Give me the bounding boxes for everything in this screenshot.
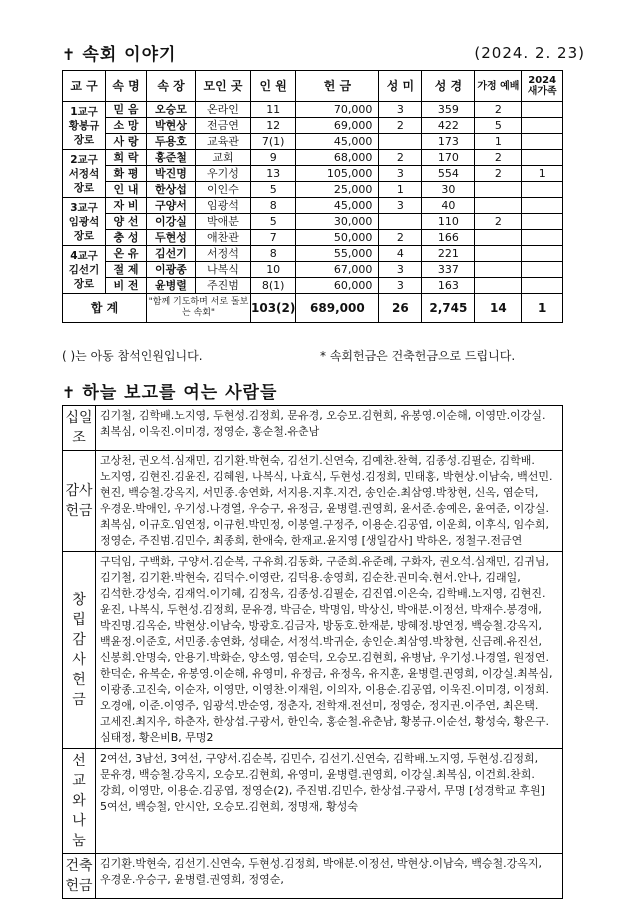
category-char: 교 [72, 773, 86, 789]
total-family: 14 [475, 294, 522, 323]
header-cell-name: 속 명 [106, 71, 147, 102]
district-cell: 1교구 황봉규 장로 [63, 102, 106, 150]
leader-cell: 홍준철 [147, 150, 196, 166]
place-cell: 애찬관 [196, 230, 251, 246]
table-header-row [63, 71, 563, 102]
section2-title [62, 378, 277, 403]
header-bible: 성 경 [422, 71, 475, 102]
bible-cell: 110 [422, 214, 475, 230]
total-rice: 26 [379, 294, 422, 323]
people-cell: 5 [251, 214, 296, 230]
cross-icon: ✝ [62, 45, 77, 64]
district-cell: 2교구 서정석 장로 [63, 150, 106, 198]
newcomer-cell [522, 230, 563, 246]
header-family-worship: 가정 예배 [475, 71, 522, 102]
newcomer-cell [522, 150, 563, 166]
family-worship-cell: 5 [475, 118, 522, 134]
giver-category [63, 552, 96, 749]
people-cell: 8 [251, 246, 296, 262]
people-cell: 8 [251, 198, 296, 214]
cell-name-cell: 온 유 [106, 246, 147, 262]
people-cell: 13 [251, 166, 296, 182]
header-people: 인 원 [251, 71, 296, 102]
header-leader: 속 장 [147, 71, 196, 102]
bible-cell: 422 [422, 118, 475, 134]
bible-cell: 221 [422, 246, 475, 262]
bible-cell: 554 [422, 166, 475, 182]
place-cell: 나복식 [196, 262, 251, 278]
place-cell: 온라인 [196, 102, 251, 118]
bible-cell: 166 [422, 230, 475, 246]
offering-cell: 50,000 [296, 230, 379, 246]
note-children: ( )는 아동 참석인원입니다. [62, 349, 203, 363]
givers-row [63, 749, 563, 854]
newcomer-cell [522, 134, 563, 150]
category-char: 헌금 [65, 503, 93, 519]
place-cell: 박애분 [196, 214, 251, 230]
newcomer-cell [522, 118, 563, 134]
newcomer-cell [522, 262, 563, 278]
family-worship-cell [475, 262, 522, 278]
offering-cell: 105,000 [296, 166, 379, 182]
category-char: 와 [72, 793, 86, 809]
place-cell: 주진범 [196, 278, 251, 294]
section2-title-text: 하늘 보고를 여는 사람들 [82, 383, 278, 403]
rice-cell: 1 [379, 182, 422, 198]
giver-category [63, 451, 96, 552]
section1-title [62, 40, 176, 65]
newcomer-cell [522, 214, 563, 230]
table-row [63, 198, 563, 214]
cell-name-cell: 양 선 [106, 214, 147, 230]
bible-cell: 163 [422, 278, 475, 294]
total-offering: 689,000 [296, 294, 379, 323]
family-worship-cell: 2 [475, 166, 522, 182]
people-cell: 11 [251, 102, 296, 118]
district-cell: 3교구 임광석 장로 [63, 198, 106, 246]
cell-name-cell: 화 평 [106, 166, 147, 182]
offering-cell: 68,000 [296, 150, 379, 166]
family-worship-cell [475, 246, 522, 262]
cell-name-cell: 믿 음 [106, 102, 147, 118]
offering-cell: 45,000 [296, 198, 379, 214]
family-worship-cell: 2 [475, 102, 522, 118]
leader-cell: 구양서 [147, 198, 196, 214]
table-row [63, 262, 563, 278]
leader-cell: 한상섭 [147, 182, 196, 198]
leader-cell: 윤병렬 [147, 278, 196, 294]
cross-icon: ✝ [62, 383, 77, 402]
header-place: 모인 곳 [196, 71, 251, 102]
category-char: 금 [72, 692, 86, 708]
section1-title-text: 속회 이야기 [82, 45, 177, 65]
table-row [63, 182, 563, 198]
category-char: 조 [72, 430, 86, 446]
bible-cell: 337 [422, 262, 475, 278]
table-row [63, 150, 563, 166]
rice-cell: 3 [379, 102, 422, 118]
bible-cell: 359 [422, 102, 475, 118]
rice-cell: 3 [379, 166, 422, 182]
category-char: 감 [72, 632, 86, 648]
offering-cell: 55,000 [296, 246, 379, 262]
bible-cell: 173 [422, 134, 475, 150]
newcomer-cell: 1 [522, 166, 563, 182]
giver-names: 구덕임, 구백화, 구양서.김순복, 구유희.김동화, 구준희.유준례, 구화자, 권오석.심재민, 김귀님, 김기철, 김기환.박현숙, 김덕수.이영란, 김덕용.송영희, 김순찬.권미숙.현서.안나, 김래일, 김석한.강성숙, 김재억.이기혜, 김정옥, 김종성.김필순, 김진엽.이은숙, 김학배.노지영, 김현진.윤진, 나복식, 두현성.김정희, 문유경, 박금순, 박명임, 박상신, 박애분.이정선, 박재수.봉경애, 박진명.김옥순, 박현상.이남숙, 방광호.김금자, 방동호.한재분, 방혜정.방연정, 백승철.강옥지, 백윤정.이준호, 서민종.송연화, 성태순, 서정석.박귀순, 송인순.최삼영.박창현, 신금례.유진선, 신봉희.안명숙, 안용기.박화순, 양소영, 염순덕, 오승모.김현희, 유병남, 우기성.나경열, 원정연.한덕순, 유복순, 유봉영.이순해, 유영미, 유정금, 유정옥, 유지훈, 윤병렬.권영희, 이강실.최복심, 이광종.고진숙, 이순자, 이영만, 이영찬.이재원, 이의자, 이용순.김공엽, 이욱진.이미경, 이정희.오경애, 이준.이영주, 임광석.반순영, 정춘자, 전학재.전선미, 정영순, 정지권.이주연, 최은택.고세진.최지우, 하춘자, 한상섭.구광서, 한인숙, 홍순철.유춘남, 황봉규.이순선, 황성숙, 황은구.심태정, 황은비B, 무명2 [96, 552, 563, 749]
giver-category [63, 406, 96, 451]
giver-names: 2여선, 3남선, 3여선, 구양서.김순복, 김민수, 김선기.신연숙, 김학배.노지영, 두현성.김정희, 문유경, 백승철.강옥지, 오승모.김현희, 유영미, 윤병렬.권영희, 이강실.최복심, 이건희.찬희.강희, 이영만, 이용순.김공엽, 정영순(2), 주진범.김민수, 한상섭.구광서, 무명 [성경학교 후원] 5여선, 백승철, 안시안, 오승모.김현희, 정명재, 황성숙 [96, 749, 563, 854]
category-char: 창 [72, 592, 86, 608]
people-cell: 7(1) [251, 134, 296, 150]
offering-cell: 60,000 [296, 278, 379, 294]
newcomer-cell [522, 182, 563, 198]
table-row [63, 230, 563, 246]
category-char: 헌금 [65, 878, 93, 894]
rice-cell: 4 [379, 246, 422, 262]
table-row [63, 102, 563, 118]
givers-row [63, 451, 563, 552]
note-offering: * 속회헌금은 건축헌금으로 드립니다. [320, 349, 516, 363]
family-worship-cell [475, 230, 522, 246]
category-char: 감사 [65, 483, 93, 499]
family-worship-cell [475, 278, 522, 294]
givers-row [63, 406, 563, 451]
place-cell: 전금연 [196, 118, 251, 134]
giver-names: 고상천, 권오석.심재민, 김기환.박현숙, 김선기.신연숙, 김예찬.찬혁, 김종성.김필순, 김학배.노지영, 김현진.김윤진, 김혜원, 나복식, 나효식, 두현성.김정희, 민태홍, 박현상.이남숙, 백선민.현진, 백승철.강옥지, 서민종.송연화, 서지용.지후.지건, 송인순.최삼영.박창현, 신옥, 염순덕, 우경운.박애인, 우기성.나경열, 우승구, 유정금, 윤병렬.권영희, 윤서준.송예은, 윤여준, 이강실.최복심, 이규호.임연정, 이규헌.박민정, 이봉열.구정주, 이용순.김공엽, 이운희, 이후식, 임수희, 정영순, 주진범.김민수, 최종희, 한애숙, 한재교.윤지영 [생일감사] 박하온, 정철구.전금연 [96, 451, 563, 552]
table-row [63, 278, 563, 294]
table-row [63, 166, 563, 182]
cell-name-cell: 희 락 [106, 150, 147, 166]
giver-names: 김기철, 김학배.노지영, 두현성.김정희, 문유경, 오승모.김현희, 유봉영.이순해, 이영만.이강실.최복심, 이욱진.이미경, 정영순, 홍순철.유춘남 [96, 406, 563, 451]
rice-cell: 2 [379, 118, 422, 134]
bible-cell: 170 [422, 150, 475, 166]
table-row [63, 118, 563, 134]
offering-cell: 30,000 [296, 214, 379, 230]
table-row [63, 246, 563, 262]
newcomer-cell [522, 278, 563, 294]
cell-name-cell: 비 전 [106, 278, 147, 294]
cell-name-cell: 자 비 [106, 198, 147, 214]
offering-cell: 69,000 [296, 118, 379, 134]
category-char: 헌 [72, 672, 86, 688]
place-cell: 우기성 [196, 166, 251, 182]
rice-cell: 3 [379, 278, 422, 294]
table-row [63, 214, 563, 230]
bible-cell: 40 [422, 198, 475, 214]
total-bible: 2,745 [422, 294, 475, 323]
offering-cell: 67,000 [296, 262, 379, 278]
cell-group-stat-table [62, 70, 563, 323]
header-newcomer: 2024 새가족 [522, 71, 563, 102]
offering-cell: 70,000 [296, 102, 379, 118]
offering-cell: 45,000 [296, 134, 379, 150]
total-newcomer: 1 [522, 294, 563, 323]
header-offering: 헌 금 [296, 71, 379, 102]
leader-cell: 오승모 [147, 102, 196, 118]
offering-cell: 25,000 [296, 182, 379, 198]
place-cell: 이인수 [196, 182, 251, 198]
family-worship-cell [475, 182, 522, 198]
place-cell: 임광석 [196, 198, 251, 214]
givers-table [62, 405, 563, 899]
category-char: 눔 [72, 833, 86, 849]
cell-name-cell: 소 망 [106, 118, 147, 134]
category-char: 선 [72, 753, 86, 769]
givers-row [63, 854, 563, 899]
cell-name-cell: 사 랑 [106, 134, 147, 150]
total-motto: "함께 기도하며 서로 돌보는 속회" [147, 294, 251, 323]
leader-cell: 이강실 [147, 214, 196, 230]
rice-cell [379, 134, 422, 150]
giver-category [63, 854, 96, 899]
rice-cell: 2 [379, 230, 422, 246]
family-worship-cell: 2 [475, 150, 522, 166]
header-district: 교 구 [63, 71, 106, 102]
place-cell: 교회 [196, 150, 251, 166]
bulletin-date: (2024. 2. 23) [474, 44, 585, 62]
family-worship-cell: 2 [475, 214, 522, 230]
rice-cell: 3 [379, 262, 422, 278]
total-label: 합 계 [63, 294, 147, 323]
leader-cell: 박진명 [147, 166, 196, 182]
leader-cell: 김선기 [147, 246, 196, 262]
category-char: 사 [72, 652, 86, 668]
category-char: 립 [72, 612, 86, 628]
people-cell: 7 [251, 230, 296, 246]
leader-cell: 두용호 [147, 134, 196, 150]
rice-cell: 2 [379, 150, 422, 166]
cell-name-cell: 인 내 [106, 182, 147, 198]
category-char: 십일 [65, 410, 93, 426]
family-worship-cell [475, 198, 522, 214]
people-cell: 9 [251, 150, 296, 166]
giver-category [63, 749, 96, 854]
family-worship-cell: 1 [475, 134, 522, 150]
people-cell: 12 [251, 118, 296, 134]
giver-names: 김기환.박현숙, 김선기.신연숙, 두현성.김정희, 박애분.이정선, 박현상.이남숙, 백승철.강옥지, 우경운.우승구, 윤병렬.권영희, 정영순, [96, 854, 563, 899]
newcomer-cell [522, 102, 563, 118]
people-cell: 10 [251, 262, 296, 278]
bible-cell: 30 [422, 182, 475, 198]
total-row [63, 294, 563, 323]
district-cell: 4교구 김선기 장로 [63, 246, 106, 294]
leader-cell: 두현성 [147, 230, 196, 246]
rice-cell: 3 [379, 198, 422, 214]
header-rice: 성 미 [379, 71, 422, 102]
newcomer-cell [522, 198, 563, 214]
total-people: 103(2) [251, 294, 296, 323]
cell-name-cell: 충 성 [106, 230, 147, 246]
place-cell: 서정석 [196, 246, 251, 262]
people-cell: 5 [251, 182, 296, 198]
place-cell: 교육관 [196, 134, 251, 150]
table-row [63, 134, 563, 150]
cell-name-cell: 절 제 [106, 262, 147, 278]
category-char: 나 [72, 813, 86, 829]
people-cell: 8(1) [251, 278, 296, 294]
newcomer-cell [522, 246, 563, 262]
category-char: 건축 [65, 858, 93, 874]
leader-cell: 이광종 [147, 262, 196, 278]
rice-cell [379, 214, 422, 230]
leader-cell: 박현상 [147, 118, 196, 134]
givers-row [63, 552, 563, 749]
